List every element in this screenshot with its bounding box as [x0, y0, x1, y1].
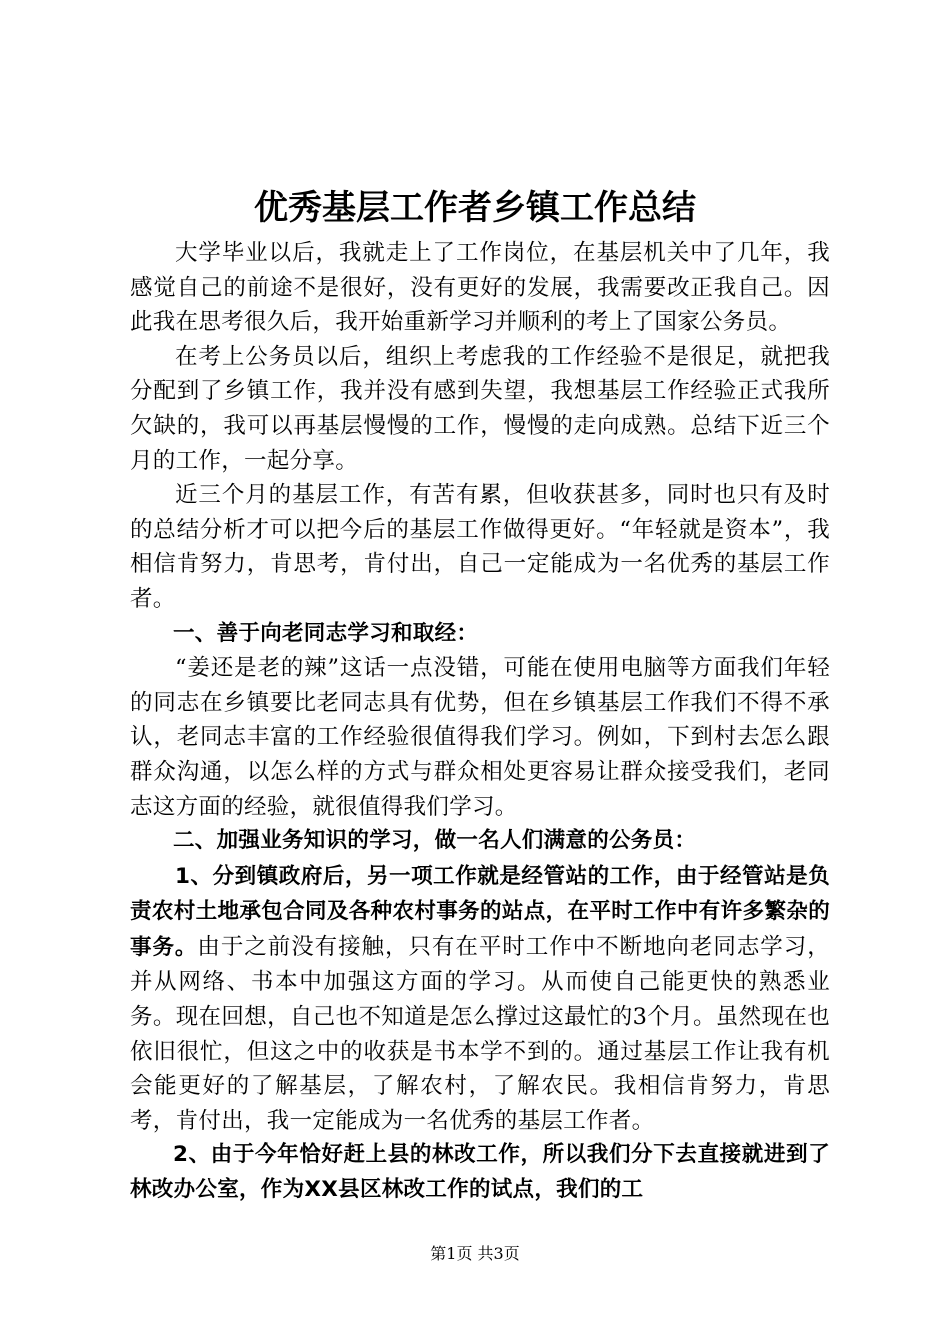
- document-title: 优秀基层工作者乡镇工作总结: [254, 188, 696, 228]
- section-heading-2: 二、加强业务知识的学习，做一名人们满意的公务员：: [173, 828, 697, 854]
- paragraph-forest-reform: 2、由于今年恰好赶上县的林改工作，所以我们分下去直接就进到了林改办公室，作为XX县区林改工作的试点，我们的工: [130, 1142, 830, 1203]
- paragraph-summary: 近三个月的基层工作，有苦有累，但收获甚多，同时也只有及时的总结分析才可以把今后的基层工作做得更好。“年轻就是资本”，我相信肯努力，肯思考，肯付出，自己一定能成为一名优秀的基层工作者。: [130, 482, 830, 612]
- paragraph-economic-station-lead: 1、分到镇政府后，另一项工作就是经管站的工作，由于经管站是负责农村土地承包合同及各种农村事务的站点，在平时工作中有许多繁杂的事务。: [130, 863, 830, 960]
- document-body: [130, 236, 830, 1208]
- paragraph-learning: “姜还是老的辣”这话一点没错，可能在使用电脑等方面我们年轻的同志在乡镇要比老同志具有优势，但在乡镇基层工作我们不得不承认，老同志丰富的工作经验很值得我们学习。例如，下到村去怎么跟群众沟通，以怎么样的方式与群众相处更容易让群众接受我们，老同志这方面的经验，就很值得我们学习。: [130, 655, 830, 820]
- page-footer: 第1页 共3页: [430, 1244, 520, 1263]
- section-heading-1: 一、善于向老同志学习和取经：: [173, 620, 479, 646]
- paragraph-economic-station-rest: 由于之前没有接触，只有在平时工作中不断地向老同志学习，并从网络、书本中加强这方面的学习。从而使自己能更快的熟悉业务。现在回想，自己也不知道是怎么撑过这最忙的3个月。虽然现在也依旧很忙，但这之中的收获是书本学不到的。通过基层工作让我有机会能更好的了解基层，了解农村，了解农民。我相信肯努力，肯思考，肯付出，我一定能成为一名优秀的基层工作者。: [130, 933, 830, 1134]
- paragraph-assignment: 在考上公务员以后，组织上考虑我的工作经验不是很足，就把我分配到了乡镇工作，我并没有感到失望，我想基层工作经验正式我所欠缺的，我可以再基层慢慢的工作，慢慢的走向成熟。总结下近三个月的工作，一起分享。: [130, 343, 830, 474]
- paragraph-intro: 大学毕业以后，我就走上了工作岗位，在基层机关中了几年，我感觉自己的前途不是很好，没有更好的发展，我需要改正我自己。因此我在思考很久后，我开始重新学习并顺利的考上了国家公务员。: [130, 240, 830, 336]
- paragraph-economic-station: [130, 859, 830, 1139]
